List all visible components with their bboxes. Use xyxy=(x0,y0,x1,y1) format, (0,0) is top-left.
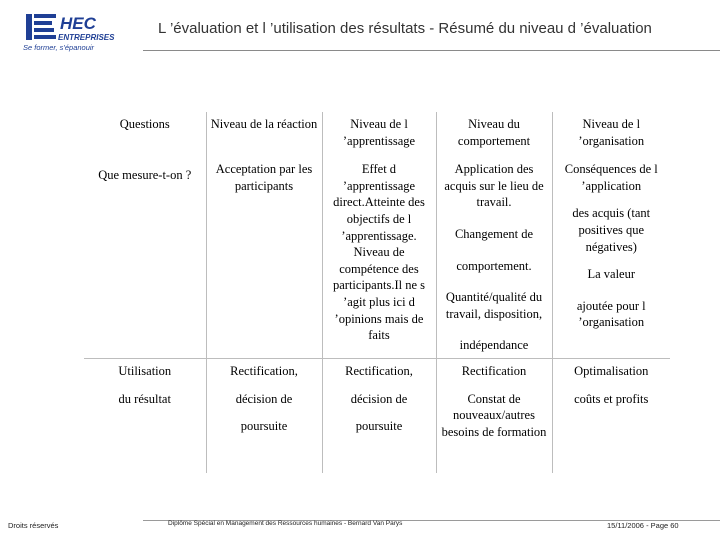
comportement-text-3: comportement. xyxy=(456,258,532,273)
page-title: L ’évaluation et l ’utilisation des résultats - Résumé du niveau d ’évaluation xyxy=(158,20,652,37)
cell-comportement-use xyxy=(436,359,552,474)
row-que-mesure xyxy=(84,157,670,359)
organisation-text-2: des acquis (tant positives que négatives) xyxy=(572,206,651,254)
cell-comportement-measure xyxy=(436,157,552,359)
cell-reaction-measure: Acceptation par les participants xyxy=(206,157,322,359)
comportement-text-5: indépendance xyxy=(459,338,529,353)
footer-course-title: Diplôme Spécial en Management des Ressources humaines - Bernard Van Parys xyxy=(168,520,403,527)
apprentissage-use-3: poursuite xyxy=(355,419,403,434)
organisation-use-2: coûts et profits xyxy=(574,391,649,406)
footer-rights: Droits réservés xyxy=(8,521,59,530)
logo-subtext: ENTREPRISES xyxy=(58,33,115,42)
header-reaction: Niveau de la réaction xyxy=(206,112,322,157)
cell-apprentissage-use xyxy=(322,359,436,474)
comportement-use-2: Constat de nouveaux/autres besoins de formation xyxy=(441,391,547,439)
comportement-use-1: Rectification xyxy=(461,364,527,378)
cell-apprentissage-measure: Effet d ’apprentissage direct.Atteinte des objectifs de l ’apprentissage. Niveau de compétence des participants.Il ne s ’agit plus ici d ’opinions mais de faits xyxy=(322,157,436,359)
apprentissage-use-1: Rectification, xyxy=(345,364,413,378)
logo-text: HEC xyxy=(60,14,96,33)
title-divider xyxy=(143,50,720,51)
reaction-use-1: Rectification, xyxy=(230,364,298,378)
cell-organisation-measure xyxy=(552,157,670,359)
organisation-text-3: La valeur xyxy=(587,267,636,282)
logo-slogan: Se former, s'épanouir xyxy=(23,43,95,52)
header-organisation: Niveau de l ’organisation xyxy=(552,112,670,157)
comportement-text-4: Quantité/qualité du travail, disposition, xyxy=(445,290,543,321)
utilisation-label-2: du résultat xyxy=(118,391,171,406)
utilisation-label-1: Utilisation xyxy=(118,364,172,378)
organisation-text-4: ajoutée pour l ’organisation xyxy=(576,298,646,330)
header-apprentissage: Niveau de l ’apprentissage xyxy=(322,112,436,157)
header-questions: Questions xyxy=(119,117,170,131)
reaction-use-3: poursuite xyxy=(240,419,288,434)
cell-question-label: Que mesure-t-on ? xyxy=(98,168,192,182)
apprentissage-use-2: décision de xyxy=(350,391,408,406)
hec-entreprises-logo xyxy=(22,12,134,54)
comportement-text-1: Application des acquis sur le lieu de travail. xyxy=(444,162,544,210)
cell-utilisation-label xyxy=(84,359,206,474)
cell-reaction-use xyxy=(206,359,322,474)
row-utilisation xyxy=(84,359,670,474)
comportement-text-2: Changement de xyxy=(454,226,534,241)
cell-organisation-use xyxy=(552,359,670,474)
organisation-use-1: Optimalisation xyxy=(574,364,649,378)
header-comportement: Niveau du comportement xyxy=(436,112,552,157)
reaction-use-2: décision de xyxy=(235,391,293,406)
evaluation-summary-table xyxy=(84,112,670,473)
organisation-text-1: Conséquences de l ’application xyxy=(564,162,658,193)
header-row xyxy=(84,112,670,157)
footer-date-page: 15/11/2006 - Page 60 xyxy=(607,521,679,530)
